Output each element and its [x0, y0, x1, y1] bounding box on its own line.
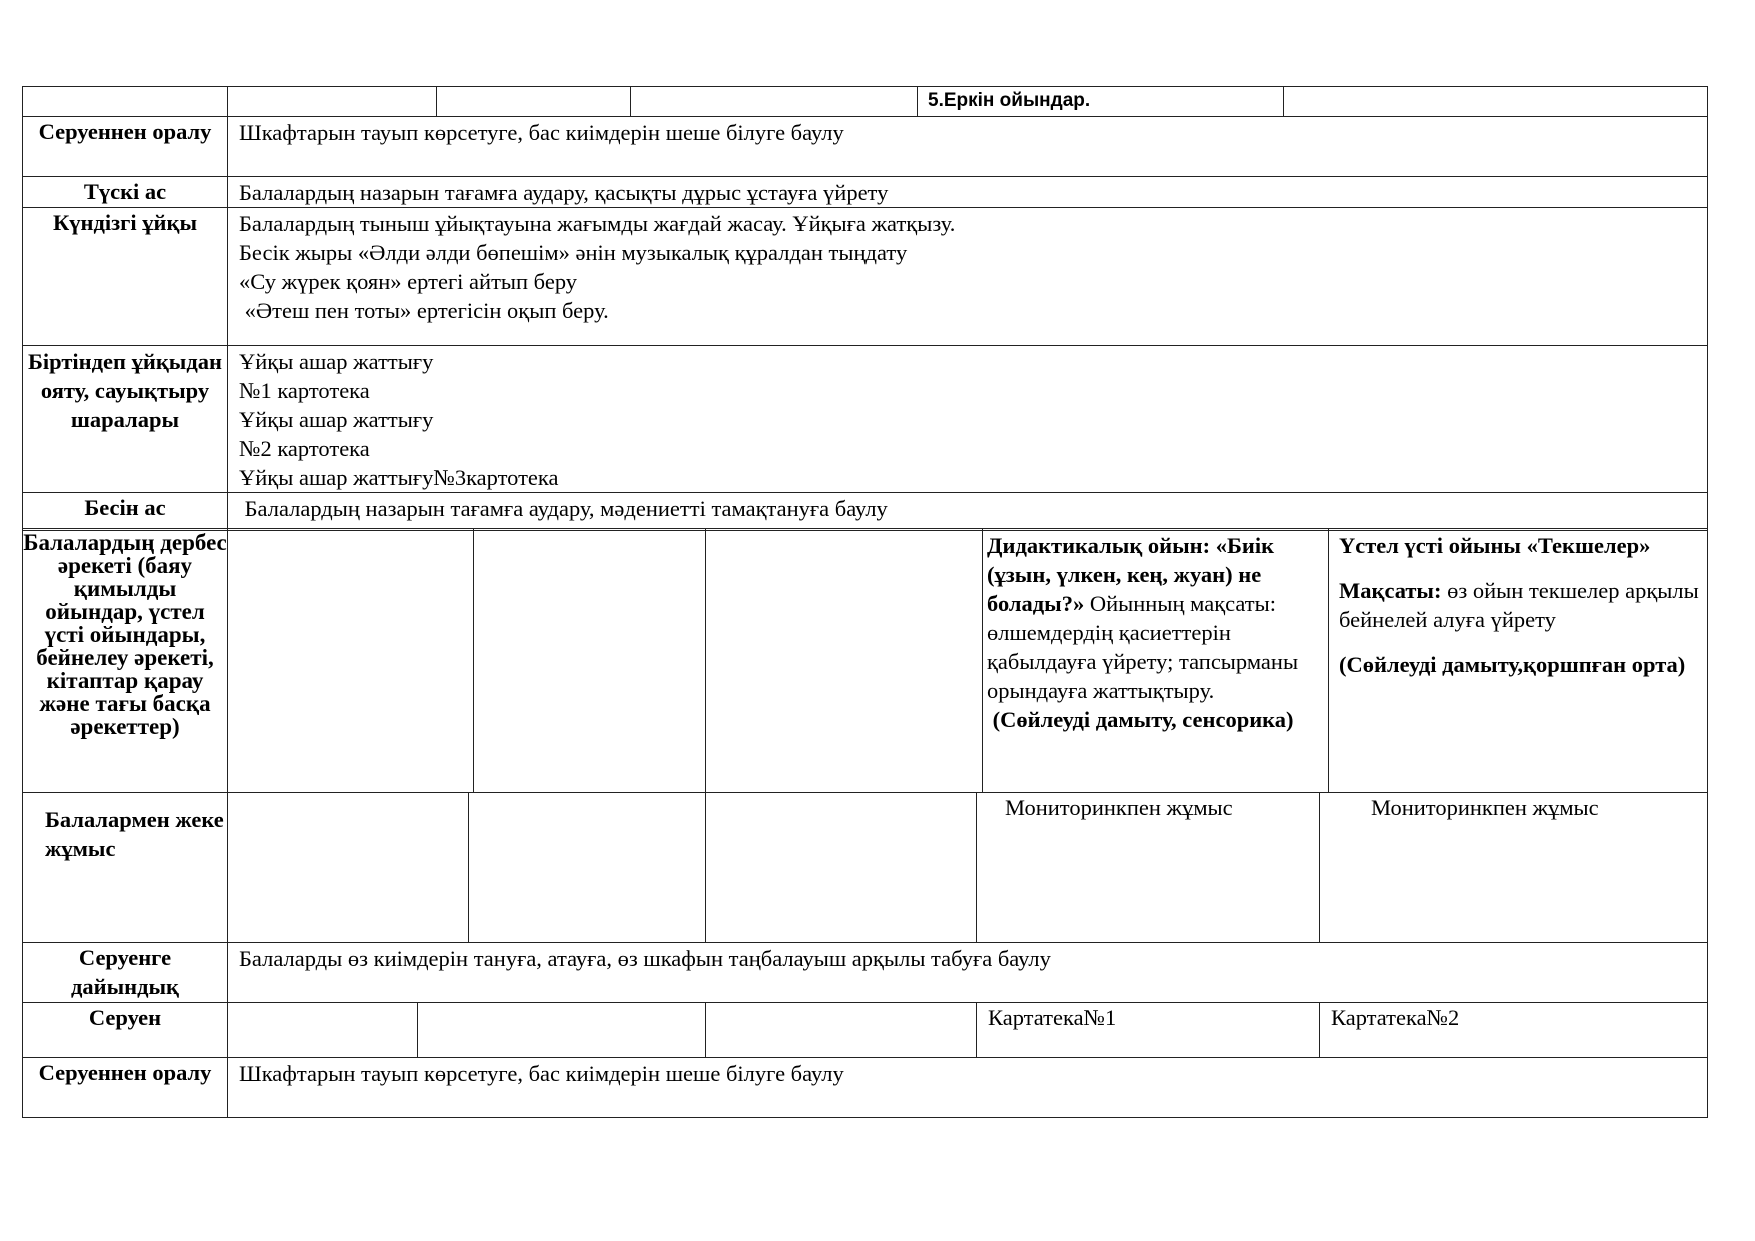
row-label: Серуенге дайындық — [23, 943, 228, 1003]
header-cell-empty — [437, 87, 631, 117]
table-game-tag: (Сөйлеуді дамыту,қоршпған орта) — [1339, 652, 1686, 677]
day-cell-empty — [469, 793, 706, 943]
row-label: Балалардың дербес әрекеті (баяу қимылды ойындар, үстел үсті ойындары, бейнелеу әрекеті, кітаптар қарау және тағы басқа әрекеттер) — [23, 529, 228, 793]
nap-line: Балалардың тыныш ұйықтауына жағымды жағдай жасау. Ұйқыға жатқызу. — [239, 211, 956, 236]
row-independent — [23, 529, 1708, 793]
header-free-games: 5.Еркін ойындар. — [918, 87, 1284, 117]
walk-table — [22, 1002, 1708, 1058]
row-label: Серуен — [23, 1003, 228, 1058]
wakeup-line: №1 картотека — [239, 378, 370, 403]
header-cell-empty — [228, 87, 437, 117]
row-text: Балаларды өз киімдерін тануға, атауға, өз шкафын таңбалауыш арқылы табуға баулу — [228, 943, 1708, 1003]
row-walk — [23, 1003, 1708, 1058]
row-label: Серуеннен оралу — [23, 117, 228, 177]
walk-prep-table — [22, 942, 1708, 1003]
day-cell-empty — [418, 1003, 706, 1058]
day-cell-empty — [706, 1003, 977, 1058]
row-individual — [23, 793, 1708, 943]
wakeup-line: Ұйқы ашар жаттығу — [239, 349, 434, 374]
row-snack — [23, 493, 1708, 531]
friday-activity-cell — [1329, 529, 1708, 793]
row-label: Бесін ас — [23, 493, 228, 531]
nap-line: Бесік жыры «Әлди әлди бөпешім» әнін музыкалық құралдан тыңдату — [239, 240, 908, 265]
row-text: Балалардың назарын тағамға аудару, мәдениетті тамақтануға баулу — [228, 493, 1708, 531]
row-wakeup — [23, 346, 1708, 493]
didactic-game-tag: (Сөйлеуді дамыту, сенсорика) — [987, 707, 1294, 732]
header-cell-empty — [1284, 87, 1708, 117]
row-lines — [228, 208, 1708, 346]
table-game-title: Үстел үсті ойыны «Текшелер» — [1339, 533, 1651, 558]
row-lunch — [23, 177, 1708, 208]
header-row-table — [22, 86, 1708, 117]
row-label: Күндізгі ұйқы — [23, 208, 228, 346]
row-return-walk-2 — [23, 1058, 1708, 1118]
didactic-game-title: Дидактикалық ойын: «Биік (ұзын, үлкен, кең, жуан) не болады?» — [987, 533, 1275, 616]
friday-monitoring: Мониторинкпен жұмыс — [1320, 793, 1708, 943]
row-label: Түскі ас — [23, 177, 228, 208]
routine-table-a — [22, 116, 1708, 531]
nap-line: «Әтеш пен тоты» ертегісін оқып беру. — [239, 298, 609, 323]
header-cell-empty — [23, 87, 228, 117]
row-label: Серуеннен оралу — [23, 1058, 228, 1118]
row-nap — [23, 208, 1708, 346]
day-cell-empty — [706, 793, 977, 943]
wakeup-line: Ұйқы ашар жаттығу — [239, 407, 434, 432]
row-label: Балалармен жеке жұмыс — [23, 793, 228, 943]
row-label: Біртіндеп ұйқыдан ояту, сауықтыру шаралары — [23, 346, 228, 493]
nap-line: «Су жүрек қоян» ертегі айтып беру — [239, 269, 578, 294]
row-text: Шкафтарын тауып көрсетуге, бас киімдерін шеше білуге баулу — [228, 117, 1708, 177]
thursday-activity-cell — [983, 529, 1329, 793]
row-walk-prep — [23, 943, 1708, 1003]
didactic-game-body: Ойынның мақсаты: өлшемдердің қасиеттерін қабылдауға үйрету; тапсырманы орындауға жаттықтыру. — [987, 591, 1299, 703]
wakeup-line: Ұйқы ашар жаттығу№3картотека — [239, 465, 559, 490]
row-lines — [228, 346, 1708, 493]
goal-text: өз ойын текшелер арқылы бейнелей алуға үйрету — [1339, 578, 1699, 632]
row-return-walk — [23, 117, 1708, 177]
row-text: Шкафтарын тауып көрсетуге, бас киімдерін шеше білуге баулу — [228, 1058, 1708, 1118]
return-walk-table — [22, 1057, 1708, 1118]
day-cell-empty — [228, 793, 469, 943]
row-text: Балалардың назарын тағамға аудару, қасықты дұрыс ұстауға үйрету — [228, 177, 1708, 208]
individual-table — [22, 792, 1708, 943]
thursday-walk-card: Картатека№1 — [977, 1003, 1320, 1058]
independent-table — [22, 528, 1708, 793]
day-cell-empty — [228, 529, 474, 793]
day-cell-empty — [474, 529, 706, 793]
day-cell-empty — [706, 529, 983, 793]
friday-walk-card: Картатека№2 — [1320, 1003, 1708, 1058]
thursday-monitoring: Мониторинкпен жұмыс — [977, 793, 1320, 943]
goal-label: Мақсаты: — [1339, 578, 1442, 603]
header-cell-empty — [631, 87, 918, 117]
wakeup-line: №2 картотека — [239, 436, 370, 461]
day-cell-empty — [228, 1003, 418, 1058]
